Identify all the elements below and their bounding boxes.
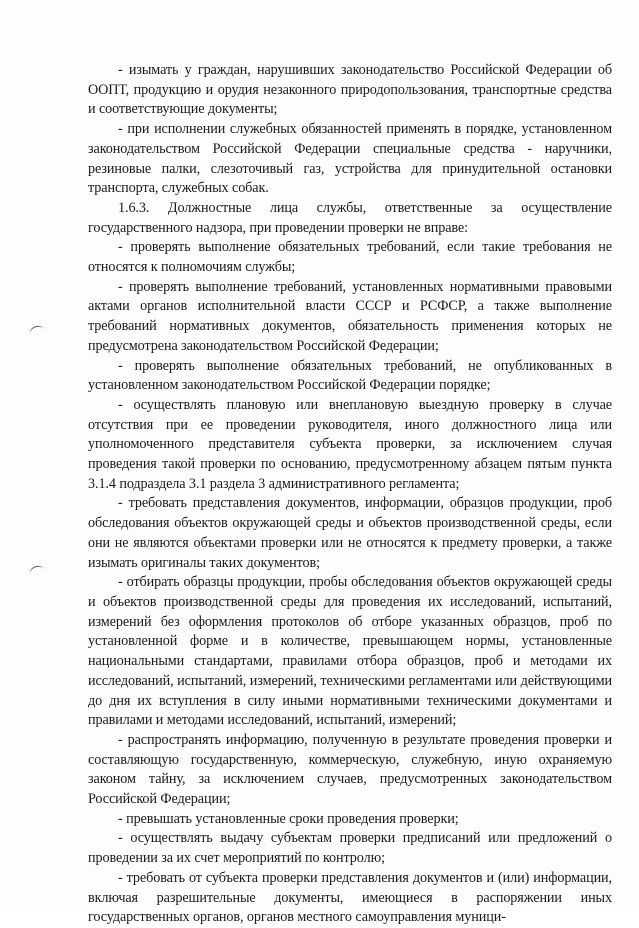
paragraph-exceed-terms: - превышать установленные сроки проведения проверки; <box>118 810 459 827</box>
paragraph-unpublished: - проверять выполнение обязательных требований, не опубликованных в установленном законодательством Российской Федерации порядке; <box>88 357 612 394</box>
paragraph-require-documents: - требовать представления документов, информации, образцов продукции, проб обследования объектов окружающей среды и объектов производственной среды, если они не являются объектами проверки или не относятся к предмету проверки, а также изымать оригиналы таких документов; <box>88 495 612 571</box>
paragraph-disclose-info: - распространять информацию, полученную в результате проведения проверки и составляющую государственную, коммерческую, служебную, иную охраняемую законом тайну, за исключением случаев, предусмотренных законодательством Российской Федерации; <box>88 731 612 808</box>
paragraph-check-requirements: - проверять выполнение обязательных требований, если такие требования не относятся к полномочиям службы; <box>88 239 612 276</box>
punch-hole-mark <box>29 564 46 579</box>
document-body <box>88 61 612 928</box>
paragraph-1-6-3-heading: 1.6.3. Должностные лица службы, ответственные за осуществление государственного надзора, при проведении проверки не вправе: <box>88 199 612 236</box>
paragraph-seize-items: - изымать у граждан, нарушивших законодательство Российской Федерации об ООПТ, продукцию и орудия незаконного природопользования, транспортные средства и соответствующие документы; <box>88 62 612 118</box>
paragraph-special-means: - при исполнении служебных обязанностей применять в порядке, установленном законодательством Российской Федерации специальные средства - наручники, резиновые палки, слезоточивый газ, устройства для принудительной остановки транспорта, служебных собак. <box>88 121 612 197</box>
paragraph-issue-orders: - осуществлять выдачу субъектам проверки предписаний или предложений о проведении за их счет мероприятий по контролю; <box>88 830 612 867</box>
paragraph-take-samples: - отбирать образцы продукции, пробы обследования объектов окружающей среды и объектов производственной среды для проведения их исследований, испытаний, измерений без оформления протоколов об отборе указанных образцов, проб по установленной форме и в количестве, превышающем нормы, установленные национальными стандартами, правилами отбора образцов, проб и методами их исследований, испытаний, измерений, техническими регламентами или действующими до дня их вступления в силу иными нормативными техническими документами и правилами и методами исследований, испытаний, измерений; <box>88 574 612 729</box>
paragraph-require-from-subject: - требовать от субъекта проверки представления документов и (или) информации, включая разрешительные документы, имеющиеся в распоряжении иных государственных органов, органов местного самоуправления муници- <box>88 869 612 926</box>
paragraph-ussr-acts: - проверять выполнение требований, установленных нормативными правовыми актами органов исполнительной власти СССР и РСФСР, а также выполнение требований нормативных документов, обязательность применения которых не предусмотрена законодательством Российской Федерации; <box>88 278 612 354</box>
paragraph-absence-of-head: - осуществлять плановую или внеплановую выездную проверку в случае отсутствия при ее проведении руководителя, иного должностного лица или уполномоченного представителя субъекта проверки, за исключением случая проведения такой проверки по основанию, предусмотренному абзацем пятым пункта 3.1.4 подраздела 3.1 раздела 3 административного регламента; <box>88 396 612 492</box>
punch-hole-mark <box>29 324 46 339</box>
